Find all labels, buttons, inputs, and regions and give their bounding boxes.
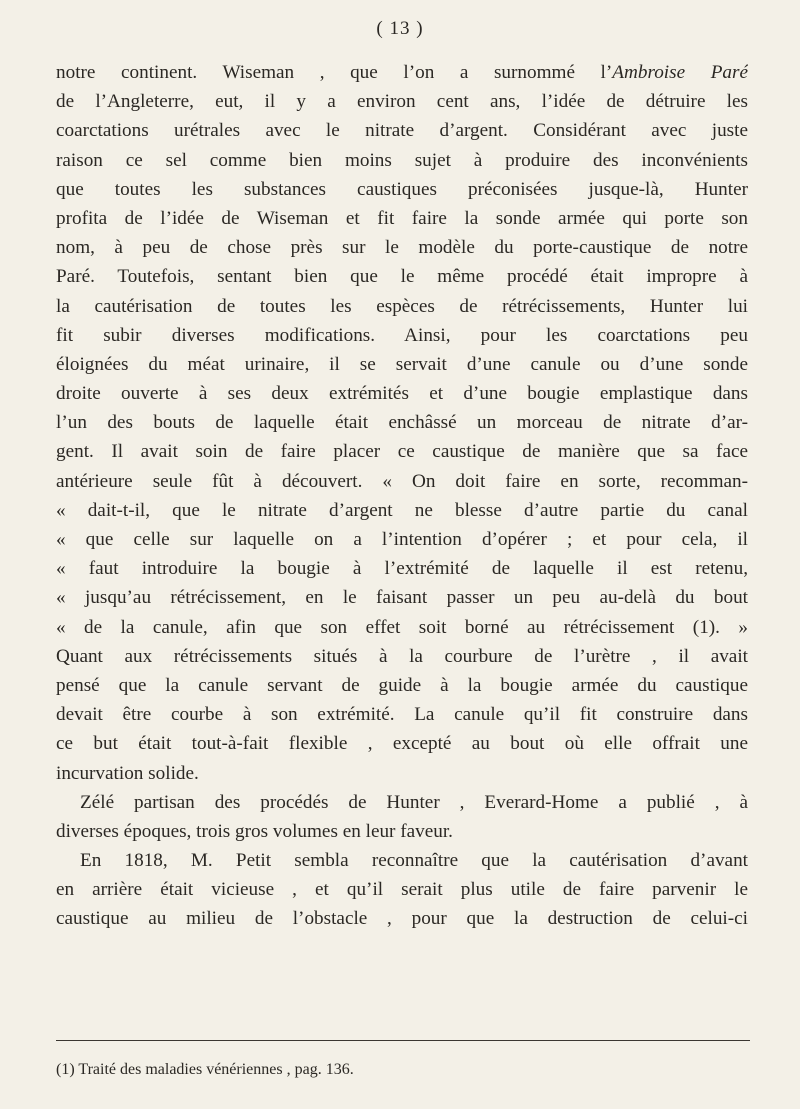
text-line: de l’Angleterre, eut, il y a environ cent ans, l’idée de détruire les xyxy=(56,91,748,113)
text-line: gent. Il avait soin de faire placer ce caustique de manière que sa face xyxy=(56,441,748,463)
text-line: pensé que la canule servant de guide à la bougie armée du caustique xyxy=(56,674,748,696)
text-line: coarctations urétrales avec le nitrate d’argent. Considérant avec juste xyxy=(56,120,748,142)
text-line: caustique au milieu de l’obstacle , pour que la destruction de celui-ci xyxy=(56,908,748,930)
text-line: « jusqu’au rétrécissement, en le faisant passer un peu au-delà du bout xyxy=(56,587,748,609)
footnote: (1) Traité des maladies vénériennes , pag. 136. xyxy=(56,1061,354,1078)
text-line: profita de l’idée de Wiseman et fit faire la sonde armée qui porte son xyxy=(56,207,748,229)
text-line: la cautérisation de toutes les espèces de rétrécissements, Hunter lui xyxy=(56,295,748,317)
text-line: en arrière était vicieuse , et qu’il serait plus utile de faire parvenir le xyxy=(56,879,748,901)
text-line: « dait-t-il, que le nitrate d’argent ne blesse d’autre partie du canal xyxy=(56,499,748,521)
text-line: incurvation solide. xyxy=(56,762,199,784)
text-line: Quant aux rétrécissements situés à la courbure de l’urètre , il avait xyxy=(56,645,748,667)
text-line: devait être courbe à son extrémité. La canule qu’il fit construire dans xyxy=(56,704,748,726)
text-line: fit subir diverses modifications. Ainsi, pour les coarctations peu xyxy=(56,324,748,346)
text-line: éloignées du méat urinaire, il se servait d’une canule ou d’une sonde xyxy=(56,353,748,375)
text-line: Paré. Toutefois, sentant bien que le même procédé était impropre à xyxy=(56,266,748,288)
text-line: « que celle sur laquelle on a l’intention d’opérer ; et pour cela, il xyxy=(56,529,748,550)
text-line: Zélé partisan des procédés de Hunter , Everard-Home a publié , à xyxy=(80,791,748,813)
text-line: nom, à peu de chose près sur le modèle du porte-caustique de notre xyxy=(56,237,748,259)
text-line: l’un des bouts de laquelle était enchâssé un morceau de nitrate d’ar- xyxy=(56,412,748,434)
page-number: ( 13 ) xyxy=(376,18,424,39)
text-line: diverses époques, trois gros volumes en leur faveur. xyxy=(56,820,453,842)
footnote-divider xyxy=(56,1040,750,1041)
text-line: raison ce sel comme bien moins sujet à produire des inconvénients xyxy=(56,149,748,171)
text-line: notre continent. Wiseman , que l’on a surnommé l’Ambroise Paré xyxy=(56,62,748,83)
text-line: « faut introduire la bougie à l’extrémité de laquelle il est retenu, xyxy=(56,558,748,580)
text-line: En 1818, M. Petit sembla reconnaître que la cautérisation d’avant xyxy=(80,850,748,872)
body-text xyxy=(56,58,748,934)
text-line: antérieure seule fût à découvert. « On doit faire en sorte, recomman- xyxy=(56,470,748,492)
text-line: que toutes les substances caustiques préconisées jusque-là, Hunter xyxy=(56,178,748,200)
text-line: « de la canule, afin que son effet soit borné au rétrécissement (1). » xyxy=(56,616,748,638)
text-line: ce but était tout-à-fait flexible , excepté au bout où elle offrait une xyxy=(56,733,748,755)
text-line: droite ouverte à ses deux extrémités et d’une bougie emplastique dans xyxy=(56,383,748,405)
